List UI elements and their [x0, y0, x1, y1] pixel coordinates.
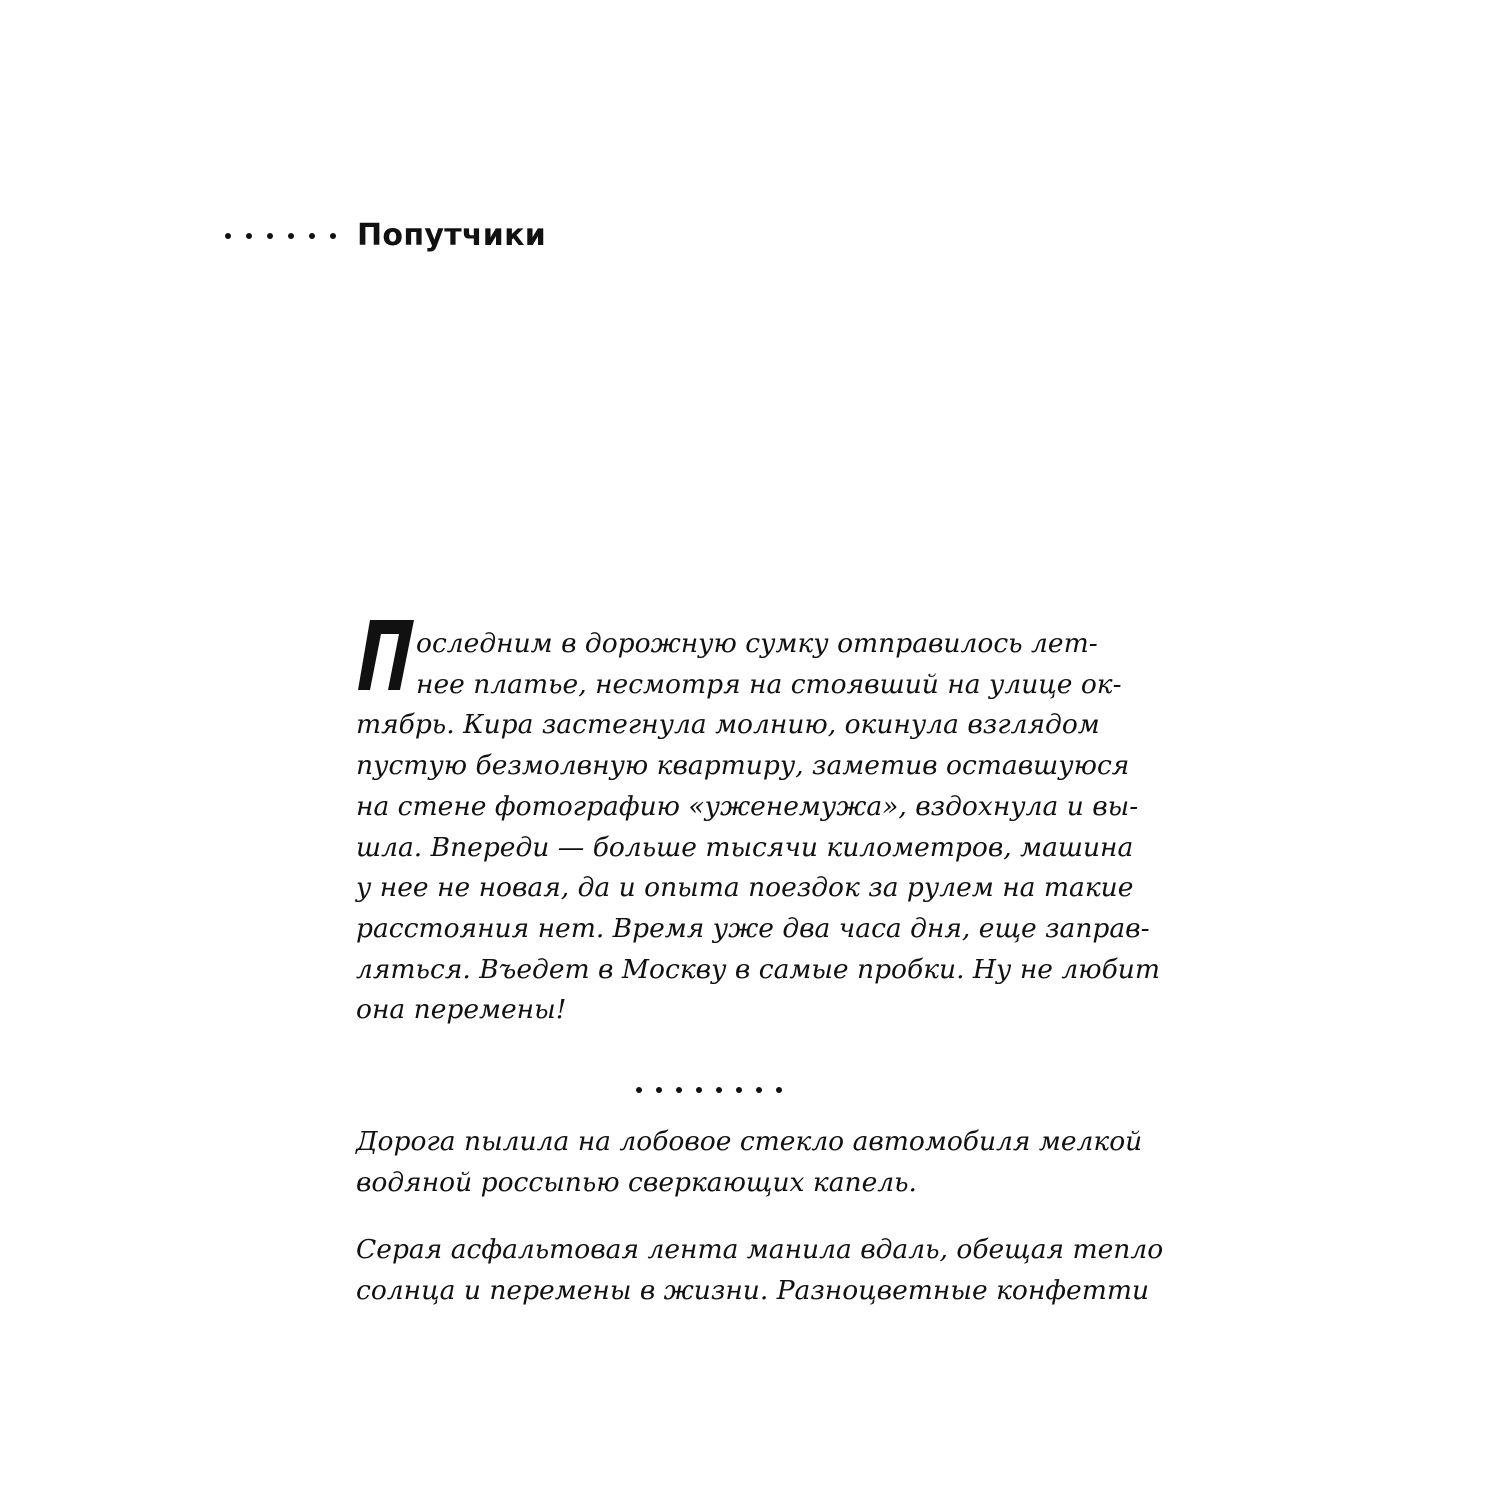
separator-dot: [736, 1087, 742, 1093]
paragraph-line: Серая асфальтовая лента манила вдаль, обещая тепло: [356, 1234, 1164, 1265]
header-dots: [225, 233, 336, 239]
paragraph-line: пустую безмолвную квартиру, заметив оставшуюся: [356, 750, 1130, 782]
paragraph-line: оследним в дорожную сумку отправилось лет-: [416, 628, 1098, 659]
paragraph-line: нее платье, несмотря на стоявший на улице ок-: [416, 668, 1122, 700]
paragraph-line: она перемены!: [356, 994, 567, 1026]
chapter-title: Попутчики: [357, 218, 547, 253]
paragraph-line: ляться. Въедет в Москву в самые пробки. Ну не любит: [356, 953, 1160, 985]
separator-dot: [656, 1087, 662, 1093]
header-dot: [267, 233, 273, 239]
header-dot: [225, 233, 231, 239]
separator-dot: [696, 1087, 702, 1093]
paragraph-line: у нее не новая, да и опыта поездок за рулем на такие: [356, 872, 1134, 904]
paragraph-line: водяной россыпью сверкающих капель.: [356, 1166, 917, 1198]
separator-dot: [636, 1087, 642, 1093]
paragraph-line: расстояния нет. Время уже два часа дня, еще заправ-: [356, 912, 1150, 944]
header-dot: [288, 233, 294, 239]
paragraph-line: шла. Впереди — больше тысячи километров, машина: [356, 831, 1134, 863]
separator-dot: [716, 1087, 722, 1093]
paragraph-line: Дорога пылила на лобовое стекло автомобиля мелкой: [356, 1126, 1143, 1157]
paragraph-line: тябрь. Кира застегнула молнию, окинула взглядом: [356, 709, 1100, 741]
header-dot: [246, 233, 252, 239]
opening-paragraph: [356, 624, 1160, 1031]
chapter-header: [225, 218, 546, 253]
paragraph-line: на стене фотографию «уженемужа», вздохнула и вы-: [356, 790, 1139, 822]
header-dot: [309, 233, 315, 239]
paragraph-line: солнца и перемены в жизни. Разноцветные конфетти: [356, 1274, 1150, 1306]
separator-dot: [776, 1087, 782, 1093]
separator-dot: [756, 1087, 762, 1093]
paragraph-road: [356, 1122, 1143, 1203]
separator-dot: [676, 1087, 682, 1093]
header-dot: [330, 233, 336, 239]
paragraph-asphalt: [356, 1230, 1164, 1311]
section-separator: [636, 1087, 782, 1093]
